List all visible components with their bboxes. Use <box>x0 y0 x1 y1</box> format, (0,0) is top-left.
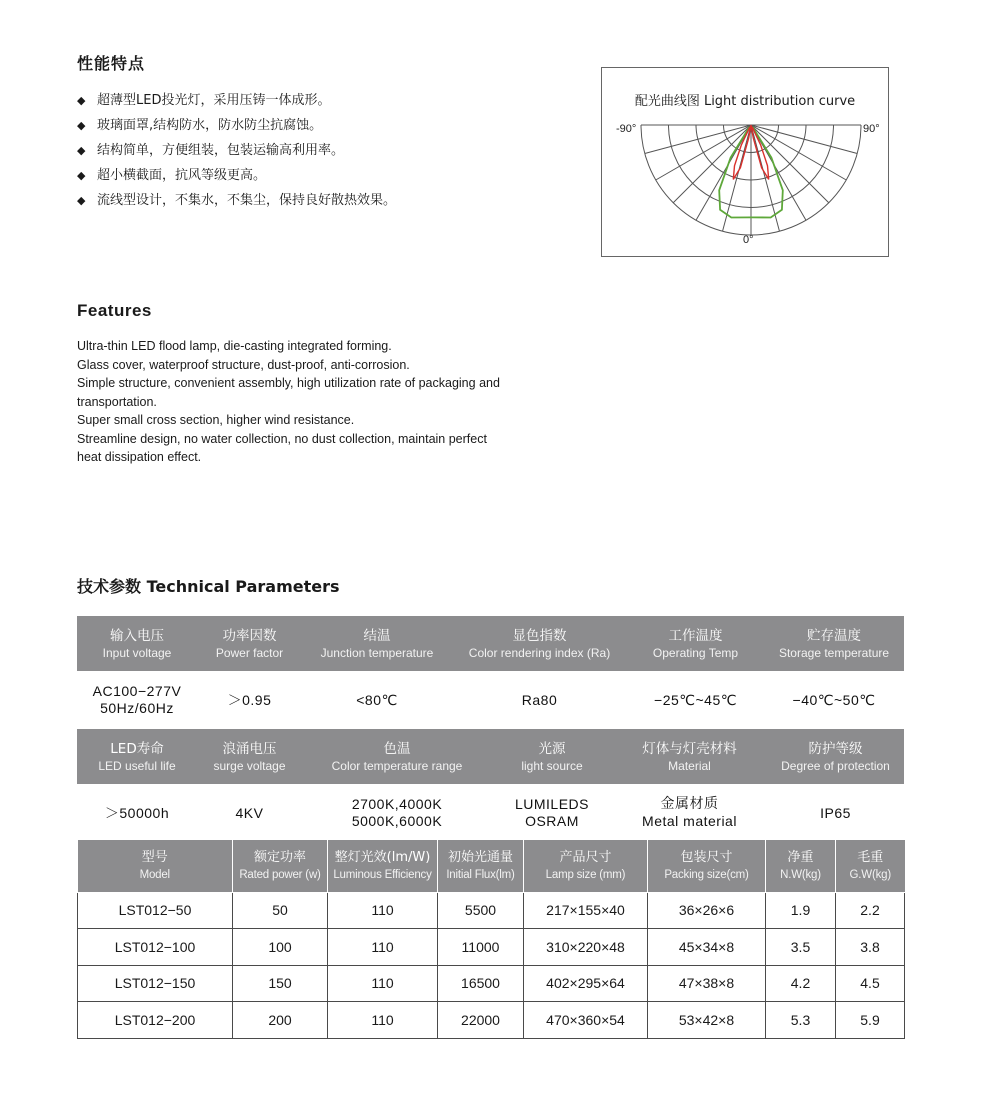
table-cell: 36×26×6 <box>648 892 766 929</box>
curve-title: 配光曲线图 Light distribution curve <box>634 94 856 109</box>
params-value-row <box>77 784 904 842</box>
table-cell: 53×42×8 <box>648 1002 766 1039</box>
header-cell: 浪涌电压 surge voltage <box>197 729 302 784</box>
label-plus-90: 90° <box>863 123 880 135</box>
header-cell: LED寿命 LED useful life <box>77 729 197 784</box>
grid-radial-line <box>751 125 846 180</box>
list-item: ◆ 玻璃面罩,结构防水，防水防尘抗腐蚀。 <box>77 113 396 138</box>
feature-list-en <box>77 337 547 467</box>
value-cell: AC100−277V 50Hz/60Hz <box>92 683 182 716</box>
table-cell: LST012−50 <box>78 892 233 929</box>
value-cell: −40℃~50℃ <box>792 691 876 708</box>
label-zero: 0° <box>743 234 754 246</box>
table-cell: 5.3 <box>766 1002 836 1039</box>
table-cell: 1.9 <box>766 892 836 929</box>
params-header-row <box>77 729 904 784</box>
params-table-2 <box>77 729 904 842</box>
table-row <box>78 1002 905 1039</box>
table-cell: 110 <box>328 1002 438 1039</box>
grid-radial-line <box>656 125 751 180</box>
diamond-bullet-icon: ◆ <box>77 94 86 107</box>
header-cell: 贮存温度 Storage temperature <box>764 616 904 671</box>
table-row <box>78 929 905 966</box>
table-cell: 22000 <box>438 1002 524 1039</box>
list-item: ◆ 超小横截面，抗风等级更高。 <box>77 163 396 188</box>
table-cell: 3.8 <box>836 929 905 966</box>
table-cell: 200 <box>233 1002 328 1039</box>
table-cell: 310×220×48 <box>524 929 648 966</box>
feature-list-cn <box>77 88 396 213</box>
list-item: ◆ 结构简单，方便组装，包装运输高利用率。 <box>77 138 396 163</box>
value-cell: ＞50000h <box>104 804 170 821</box>
table-cell: 110 <box>328 929 438 966</box>
feature-line: Super small cross section, higher wind resistance. <box>77 413 355 427</box>
feature-line: heat dissipation effect. <box>77 450 202 464</box>
table-cell: 45×34×8 <box>648 929 766 966</box>
header-cell: 包装尺寸 Packing size(cm) <box>648 840 766 892</box>
model-header-row <box>78 840 905 892</box>
table-cell: 150 <box>233 965 328 1002</box>
feature-line: Streamline design, no water collection, no dust collection, maintain perfect <box>77 431 487 446</box>
header-cell: 显色指数 Color rendering index (Ra) <box>452 616 627 671</box>
params-value-row <box>77 671 904 729</box>
diamond-bullet-icon: ◆ <box>77 119 86 132</box>
header-cell: 色温 Color temperature range <box>302 729 492 784</box>
value-cell: 金属材质 Metal material <box>642 796 737 829</box>
light-distribution-figure <box>601 67 889 257</box>
header-cell: 功率因数 Power factor <box>197 616 302 671</box>
header-cell: 型号 Model <box>78 840 233 892</box>
table-cell: 470×360×54 <box>524 1002 648 1039</box>
header-cell: 毛重 G.W(kg) <box>836 840 905 892</box>
header-cell: 整灯光效(lm/W) Luminous Efficiency <box>328 840 438 892</box>
table-cell: 100 <box>233 929 328 966</box>
header-cell: 产品尺寸 Lamp size (mm) <box>524 840 648 892</box>
value-cell: 2700K,4000K 5000K,6000K <box>351 796 443 829</box>
table-row <box>78 892 905 929</box>
params-header-row <box>77 616 904 671</box>
value-cell: LUMILEDS OSRAM <box>514 796 590 829</box>
value-cell: IP65 <box>820 804 851 821</box>
table-cell: 402×295×64 <box>524 965 648 1002</box>
value-cell: Ra80 <box>521 691 558 708</box>
table-cell: 110 <box>328 965 438 1002</box>
header-cell: 工作温度 Operating Temp <box>627 616 764 671</box>
table-cell: 4.2 <box>766 965 836 1002</box>
list-item: ◆ 流线型设计，不集水，不集尘，保持良好散热效果。 <box>77 188 396 213</box>
table-cell: 11000 <box>438 929 524 966</box>
table-cell: 5.9 <box>836 1002 905 1039</box>
table-cell: 2.2 <box>836 892 905 929</box>
value-cell: 4KV <box>235 804 264 821</box>
section-title-tech: 技术参数 Technical Parameters <box>77 577 340 596</box>
header-cell: 灯体与灯壳材料 Material <box>612 729 767 784</box>
grid-radial-line <box>673 125 751 203</box>
section-title-cn: 性能特点 <box>77 54 146 73</box>
diamond-bullet-icon: ◆ <box>77 169 86 182</box>
table-cell: 47×38×8 <box>648 965 766 1002</box>
label-minus-90: -90° <box>616 123 637 135</box>
feature-line: Ultra-thin LED flood lamp, die-casting integrated forming. <box>77 339 392 353</box>
feature-line: transportation. <box>77 394 157 409</box>
feature-line: Glass cover, waterproof structure, dust-proof, anti-corrosion. <box>77 357 410 372</box>
table-cell: 50 <box>233 892 328 929</box>
table-cell: 110 <box>328 892 438 929</box>
value-cell: <80℃ <box>356 691 398 708</box>
feature-line: Simple structure, convenient assembly, high utilization rate of packaging and <box>77 376 500 390</box>
table-cell: LST012−100 <box>78 929 233 966</box>
header-cell: 防护等级 Degree of protection <box>767 729 904 784</box>
diamond-bullet-icon: ◆ <box>77 194 86 207</box>
header-cell: 额定功率 Rated power (w) <box>233 840 328 892</box>
value-cell: −25℃~45℃ <box>654 691 737 708</box>
table-cell: 4.5 <box>836 965 905 1002</box>
header-cell: 光源 light source <box>492 729 612 784</box>
value-cell: ＞0.95 <box>227 691 272 708</box>
table-cell: 3.5 <box>766 929 836 966</box>
header-cell: 初始光通量 Initial Flux(lm) <box>438 840 524 892</box>
header-cell: 净重 N.W(kg) <box>766 840 836 892</box>
params-table-1 <box>77 616 904 729</box>
polar-grid <box>641 125 861 235</box>
table-cell: LST012−200 <box>78 1002 233 1039</box>
grid-radial-line <box>751 125 829 203</box>
header-cell: 输入电压 Input voltage <box>77 616 197 671</box>
table-cell: 5500 <box>438 892 524 929</box>
polar-diagram <box>602 68 890 258</box>
table-cell: 217×155×40 <box>524 892 648 929</box>
header-cell: 结温 Junction temperature <box>302 616 452 671</box>
section-title-features: Features <box>77 301 152 320</box>
table-cell: 16500 <box>438 965 524 1002</box>
table-row <box>78 965 905 1002</box>
list-item: ◆ 超薄型LED投光灯，采用压铸一体成形。 <box>77 88 396 113</box>
table-cell: LST012−150 <box>78 965 233 1002</box>
diamond-bullet-icon: ◆ <box>77 144 86 157</box>
model-table <box>77 840 905 1039</box>
